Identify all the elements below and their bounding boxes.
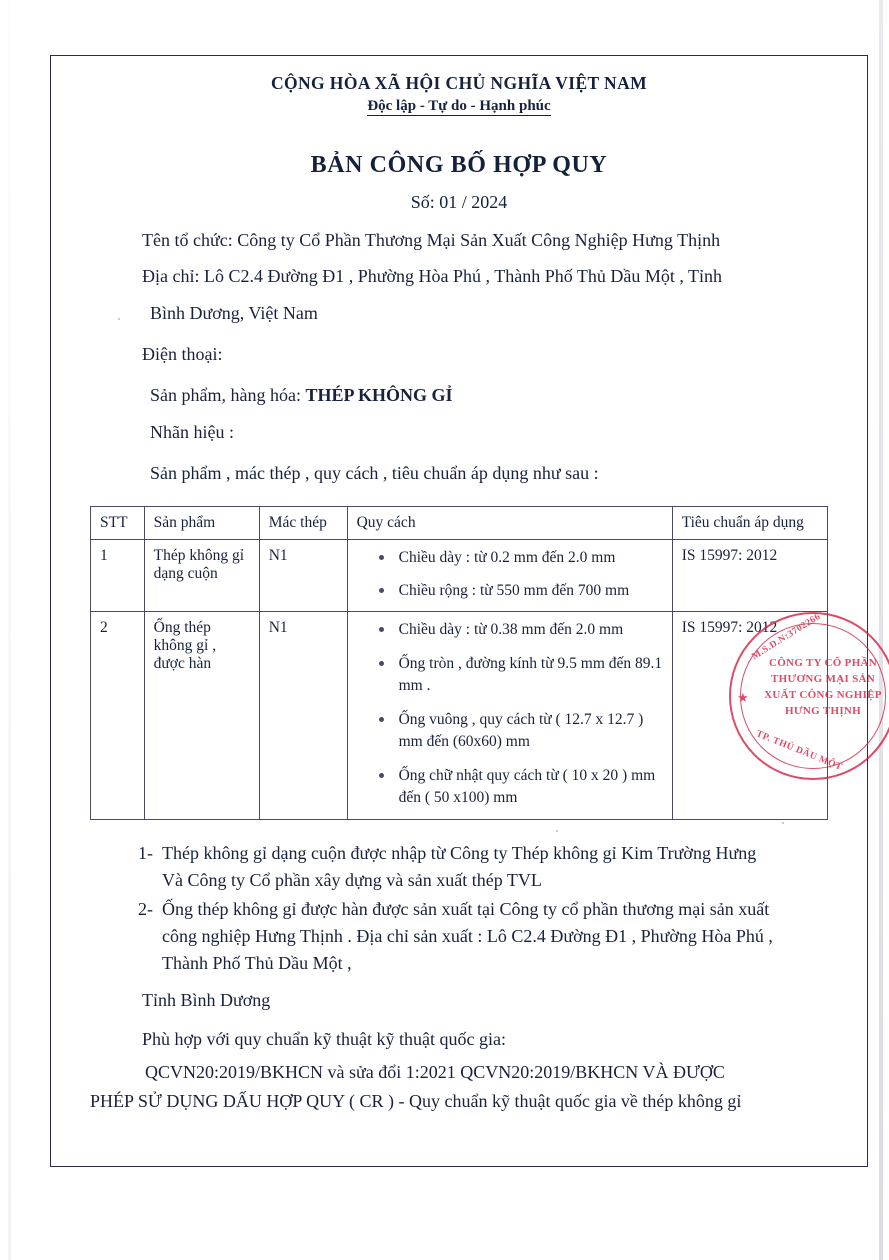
spec-bullet: Ống chữ nhật quy cách từ ( 10 x 20 ) mm đến ( 50 x100) mm [379, 765, 663, 810]
national-header-line2 [90, 98, 828, 115]
spec-bullet: Ống vuông , quy cách từ ( 12.7 x 12.7 ) mm đến (60x60) mm [379, 709, 663, 754]
note-text-main: Thép không gỉ dạng cuộn được nhập từ Công ty Thép không gỉ Kim Trường Hưng [162, 842, 757, 863]
organization-phone: Điện thoại: [142, 344, 223, 365]
organization-name: Tên tổ chức: Công ty Cổ Phần Thương Mại Sản Xuất Công Nghiệp Hưng Thịnh [142, 230, 721, 250]
tail-section [90, 987, 828, 1115]
stamp-arc-bottom-text: TP. THỦ DẦU MỘT [754, 729, 844, 773]
spec-bullet: Ống tròn , đường kính từ 9.5 mm đến 89.1 mm . [379, 653, 663, 698]
spec-bullet: Chiều rộng : từ 550 mm đến 700 mm [379, 580, 663, 602]
note-text-main: Ống thép không gỉ được hàn được sản xuất tại Công ty cổ phần thương mại sản xuất [162, 898, 770, 919]
cell-grade: N1 [259, 612, 347, 819]
cell-product: Ống thép không gỉ , được hàn [144, 612, 259, 819]
scan-edge-left [8, 0, 11, 1260]
product-line [90, 382, 828, 409]
spec-bullet: Chiều dày : từ 0.2 mm đến 2.0 mm [379, 547, 663, 569]
document-number: Số: 01 / 2024 [410, 192, 508, 212]
th-grade: Mác thép [259, 506, 347, 539]
organization-address-line1: Địa chỉ: Lô C2.4 Đường Ð1 , Phường Hòa Phú , Thành Phố Thủ Dầu Một , Tỉnh [142, 266, 723, 287]
cell-standard: IS 15997: 2012 [672, 539, 827, 612]
cell-specs [347, 539, 672, 612]
cell-specs [347, 612, 672, 819]
document-title: BẢN CÔNG BỐ HỢP QUY [310, 152, 608, 178]
table-header-row [91, 506, 828, 539]
notes-section [90, 840, 828, 977]
note-text-cont: Và Công ty Cổ phần xây dựng và sản xuất thép TVL [162, 869, 542, 890]
stamp-inner-text: CÔNG TY CỔ PHẦN THƯƠNG MẠI SẢN XUẤT CÔNG NGHIỆP HƯNG THỊNH [764, 657, 882, 717]
note-text-cont: công nghiệp Hưng Thịnh . Địa chỉ sản xuất : Lô C2.4 Đường Ð1 , Phường Hòa Phú , [162, 925, 773, 946]
th-stt: STT [91, 506, 145, 539]
product-value: THÉP KHÔNG GỈ [305, 385, 453, 406]
table-intro: Sản phẩm , mác thép , quy cách , tiêu chuẩn áp dụng như sau : [150, 463, 599, 484]
note-item [90, 896, 828, 977]
conformity-line2: PHÉP SỬ DỤNG DẤU HỢP QUY ( CR ) - Quy chuẩn kỹ thuật quốc gia về thép không gỉ [90, 1090, 742, 1111]
national-header-line1: CỘNG HÒA XÃ HỘI CHỦ NGHĨA VIỆT NAM [270, 73, 648, 93]
table-row [91, 612, 828, 819]
national-motto: Độc lập - Tự do - Hạnh phúc [367, 98, 551, 114]
conformity-line1: QCVN20:2019/BKHCN và sửa đổi 1:2021 QCVN20:2019/BKHCN VÀ ĐƯỢC [145, 1061, 725, 1082]
specification-table [90, 506, 828, 820]
table-row [91, 539, 828, 612]
cell-standard: IS 15997: 2012 [672, 612, 827, 819]
note-number: 1- [138, 842, 153, 863]
note-text-cont2: Thành Phố Thủ Dầu Một , [162, 952, 352, 973]
document-content [50, 55, 868, 1115]
th-standard: Tiêu chuẩn áp dụng [672, 506, 827, 539]
conformity-label: Phù hợp với quy chuẩn kỹ thuật kỹ thuật quốc gia: [142, 1028, 506, 1049]
organization-address-line2: Bình Dương, Việt Nam [150, 302, 318, 323]
brand-label: Nhãn hiệu : [150, 421, 234, 442]
scan-edge-right [879, 0, 883, 1260]
province-line: Tỉnh Bình Dương [142, 989, 271, 1010]
note-text [162, 896, 828, 977]
cell-stt: 1 [91, 539, 145, 612]
product-label: Sản phẩm, hàng hóa: [150, 385, 301, 406]
spec-bullet: Chiều dày : từ 0.38 mm đến 2.0 mm [379, 619, 663, 641]
note-item [90, 840, 828, 894]
cell-stt: 2 [91, 612, 145, 819]
th-spec: Quy cách [347, 506, 672, 539]
stamp-arc-top-text: M.S.D.N:3702266 [750, 611, 823, 663]
cell-product: Thép không gỉ dạng cuộn [144, 539, 259, 612]
note-text [162, 840, 828, 894]
stamp-star-icon: ★ [737, 690, 749, 705]
note-number: 2- [138, 898, 153, 919]
th-product: Sản phẩm [144, 506, 259, 539]
cell-grade: N1 [259, 539, 347, 612]
